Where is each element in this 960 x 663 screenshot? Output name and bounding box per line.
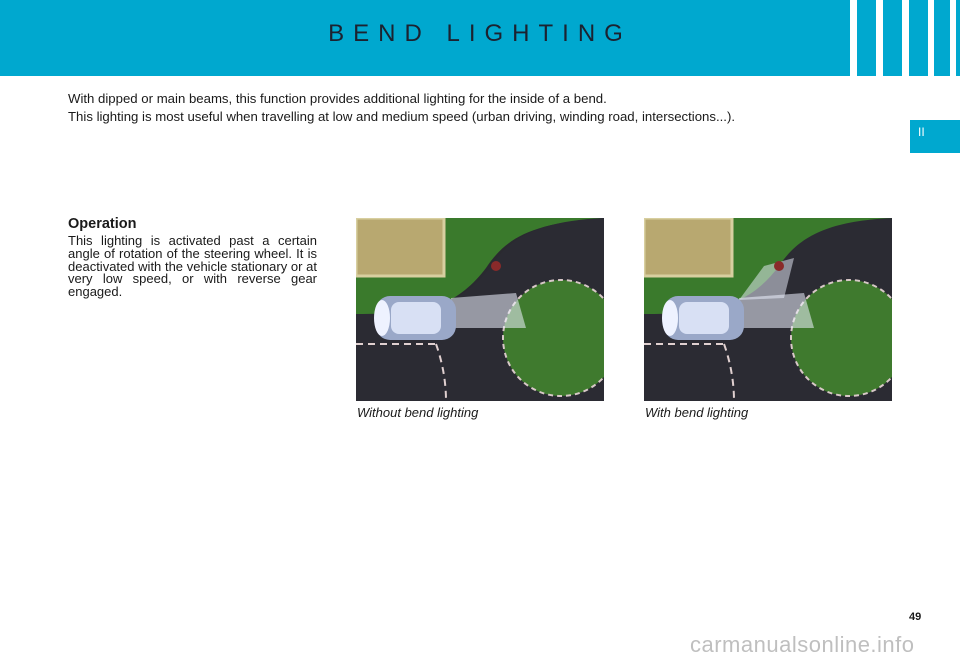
page-title: BEND LIGHTING bbox=[328, 20, 632, 47]
caption-with-bend-lighting: With bend lighting bbox=[645, 405, 749, 420]
operation-text: This lighting is activated past a certain angle of rotation of the steering wheel. It is deactivated with the vehicle stationary or at very low speed, or with reverse gear engaged. bbox=[68, 233, 317, 300]
figure-without-bend-lighting bbox=[356, 218, 604, 401]
header-stripes bbox=[840, 0, 960, 76]
intro-line-1: With dipped or main beams, this function provides additional lighting for the inside of a bend. bbox=[68, 91, 607, 106]
operation-heading: Operation bbox=[68, 216, 137, 232]
intro-text bbox=[68, 90, 908, 126]
illustration-with-bend-lighting bbox=[644, 218, 892, 401]
chapter-label: II bbox=[918, 125, 925, 139]
chapter-tab bbox=[910, 120, 960, 153]
caption-without-bend-lighting: Without bend lighting bbox=[357, 405, 479, 420]
figure-with-bend-lighting bbox=[644, 218, 892, 401]
intro-line-2: This lighting is most useful when travelling at low and medium speed (urban driving, winding road, intersections...). bbox=[68, 109, 736, 124]
page-number: 49 bbox=[909, 611, 922, 623]
illustration-without-bend-lighting bbox=[356, 218, 604, 401]
watermark: carmanualsonline.info bbox=[690, 632, 915, 657]
page-header bbox=[0, 0, 960, 76]
